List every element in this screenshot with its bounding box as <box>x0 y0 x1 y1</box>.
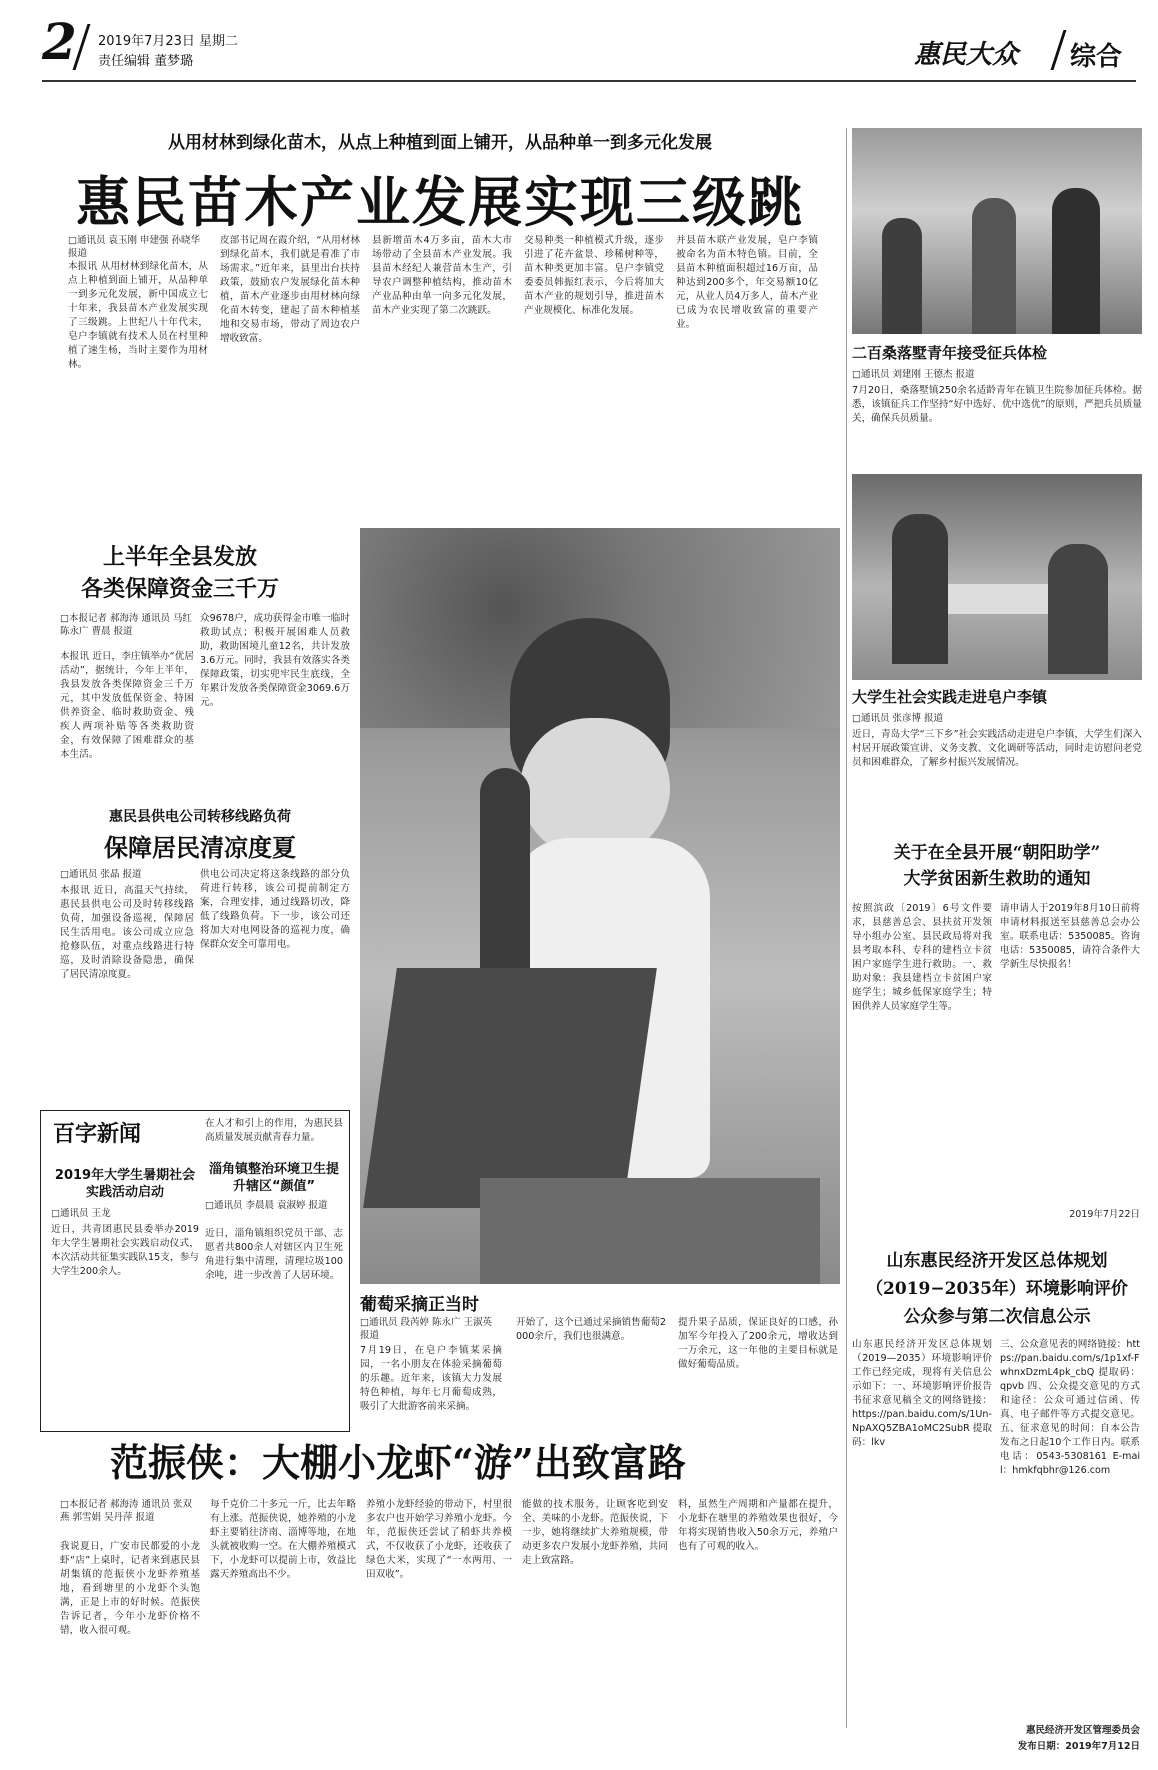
news-item1-title: 2019年大学生暑期社会实践活动启动 <box>54 1168 196 1200</box>
lead-kicker: 从用材林到绿化苗木，从点上种植到面上铺开，从品种单一到多元化发展 <box>168 133 712 153</box>
crayfish-byline: □本报记者 郝海涛 通讯员 张双燕 郭雪娟 吴丹萍 报道 <box>60 1499 193 1523</box>
paper-name: 惠民大众 <box>914 40 1019 70</box>
military-exam-byline: □通讯员 刘建刚 王德杰 报道 <box>852 369 975 380</box>
lead-col1: 本报讯 从用材林到绿化苗木，从点上种植到面上铺开，从品种单一到多元化发展，新中国成立七十年来，我县苗木产业发展实现了三级跳。上世纪八十年代末，皂户李镇就有技术人员在村里种植了速生杨，当时主要作为用材林。 <box>68 261 208 370</box>
issue-date: 2019年7月23日 星期二 <box>98 34 239 49</box>
guarantee-text-2: 众9678户，成功获得金市唯一临时救助试点；积极开展困难人员救助，救助困境儿童12名，共计发放3.6万元。同时，我县有效落实各类保障政策，切实兜牢民生底线，全年累计发放各类保障资金3069.6万元。 <box>200 613 350 708</box>
students-photo <box>852 474 1142 680</box>
news-box-label: 百字新闻 <box>53 1121 142 1147</box>
notice-text-2: 请申请人于2019年8月10日前将申请材料报送至县慈善总会办公室。联系电话：5350085。咨询电话：5350085，请符合条件大学新生尽快报名！ <box>1000 903 1140 970</box>
news-item2-title: 淄角镇整治环境卫生提升辖区“颜值” <box>208 1162 339 1194</box>
crayfish-col1: 我说夏日，广安市民都爱的小龙虾“店”上桌时，记者来到惠民县胡集镇的范振侠小龙虾养殖基地，看到塘里的小龙虾个头饱满，正是上市的好时候。范振侠告诉记者，今年小龙虾价格不错，收入很可观。 <box>60 1541 200 1636</box>
guarantee-text: 本报讯 近日，李庄镇举办“优居活动”，据统计，今年上半年，我县发放各类保障资金三千万元，其中发放低保资金、特困供养资金、临时救助资金、残疾人两项补贴等各类救助资金，有效保障了困难群众的基本生活。 <box>60 651 194 760</box>
grape-byline: □通讯员 段芮婷 陈永广 王淑英 报道 <box>360 1317 493 1341</box>
notice-title-2: 大学贫困新生救助的通知 <box>903 869 1091 889</box>
crayfish-col5: 料，虽然生产周期和产量都在提升，小龙虾在塘里的养殖效果也很好，今年将实现销售收入50余万元，养殖户也有了可观的收入。 <box>678 1499 838 1552</box>
news-item2-text: 近日，淄角镇组织党员干部、志愿者共800余人对辖区内卫生死角进行集中清理，清理垃圾100余吨，进一步改善了人居环境。 <box>205 1228 343 1281</box>
eia-title-2: （2019−2035年）环境影响评价 <box>866 1279 1128 1299</box>
grape-photo <box>360 528 840 1284</box>
lead-col5: 并县苗木联产业发展，皂户李镇被命名为苗木特色镇。目前，全县苗木种植面积超过16万亩，品种达到200多个，年交易额10亿元，从业人员4万多人，苗木产业已成为农民增收致富的重要产业。 <box>676 235 818 330</box>
eia-col1: 山东惠民经济开发区总体规划（2019—2035）环境影响评价工作已经完成，现将有关信息公示如下：一、环境影响评价报告书征求意见稿全文的网络链接：https://pan.baidu.com/s/1Un-NpAXQ5ZBA1oMC2SubR 提取码：lkv <box>852 1339 992 1448</box>
lead-col4: 交易种类一种植模式升级，逐步引进了花卉盆景、珍稀树种等，苗木种类更加丰富。皂户李镇党委委员韩振红表示，今后将加大苗木产业的规划引导，推进苗木产业规模化、标准化发展。 <box>524 235 664 316</box>
news-item1-byline: □通讯员 王龙 <box>51 1208 111 1219</box>
lead-title: 惠民苗木产业发展实现三级跳 <box>76 170 804 234</box>
column-divider-right <box>846 128 847 1728</box>
page-number: 2 <box>42 12 77 71</box>
masthead-rule <box>42 80 1136 82</box>
news-item2-byline: □通讯员 李晨晨 袁淑婷 报道 <box>205 1200 328 1211</box>
guarantee-byline: □本报记者 郝海涛 通讯员 马红 陈永广 曹晨 报道 <box>60 613 193 637</box>
eia-date: 发布日期：2019年7月12日 <box>1017 1741 1140 1752</box>
notice-date: 2019年7月22日 <box>1069 1209 1140 1220</box>
eia-col2: 三、公众意见表的网络链接：https://pan.baidu.com/s/1p1xf-FwhnxDzmL4pk_cbQ 提取码：qpvb 四、公众提交意见的方式和途径：公众可通过信函、传真、电子邮件等方式提交意见。五、征求意见的时间：自本公告发布之日起10个工作日内。联系电话：0543-5308161 E-mail：hmkfqbhr@126.com <box>1000 1339 1140 1476</box>
eia-signature: 惠民经济开发区管理委员会 <box>1025 1725 1140 1736</box>
students-caption: 大学生社会实践走进皂户李镇 <box>852 688 1048 706</box>
crayfish-col4: 能做的技术服务，让顾客吃到安全、美味的小龙虾。范振侠说，下一步，她将继续扩大养殖规模，带动更多农户发展小龙虾养殖，共同走上致富路。 <box>522 1499 668 1566</box>
students-text: 近日，青岛大学“三下乡”社会实践活动走进皂户李镇，大学生们深入村居开展政策宣讲、义务支教、文化调研等活动，同时走访慰问老党员和困难群众，了解乡村振兴发展情况。 <box>852 729 1142 768</box>
guarantee-title-1: 上半年全县发放 <box>102 544 257 570</box>
power-text-2: 供电公司决定将这条线路的部分负荷进行转移，该公司提前制定方案，合理安排，通过线路切改，降低了线路负荷。下一步，该公司还将加大对电网设备的巡视力度，确保群众安全可靠用电。 <box>200 869 350 950</box>
crayfish-col3: 养殖小龙虾经验的带动下，村里很多农户也开始学习养殖小龙虾。今年，范振侠还尝试了稻虾共养模式，不仅收获了小龙虾，还收获了绿色大米，实现了“一水两用、一田双收”。 <box>366 1499 512 1580</box>
power-kicker: 惠民县供电公司转移线路负荷 <box>109 809 291 825</box>
news-item1-text: 近日，共青团惠民县委举办2019年大学生暑期社会实践启动仪式，本次活动共征集实践队15支，参与大学生200余人。 <box>51 1224 199 1277</box>
eia-title-3: 公众参与第二次信息公示 <box>903 1307 1091 1327</box>
military-exam-photo <box>852 128 1142 334</box>
power-text: 本报讯 近日，高温天气持续，惠民县供电公司及时转移线路负荷，加强设备巡视，保障居民生活用电。该公司成立应急抢修队伍，对重点线路进行特巡，及时消除设备隐患，确保了居民清凉度夏。 <box>60 885 194 980</box>
grape-caption: 葡萄采摘正当时 <box>360 1295 479 1315</box>
notice-title-1: 关于在全县开展“朝阳助学” <box>893 843 1101 863</box>
section-name: 综合 <box>1070 42 1123 72</box>
lead-col2: 皮部书记周在霞介绍，“从用材林到绿化苗木，我们就是看准了市场需求。”近年来，县里出台扶持政策，鼓励农户发展绿化苗木种植，苗木产业逐步由用材林向绿化苗木转变，建起了苗木种植基地和交易市场，带动了周边农户增收致富。 <box>220 235 360 344</box>
news-box <box>40 1110 350 1432</box>
guarantee-title-2: 各类保障资金三千万 <box>80 576 279 602</box>
grape-text: 7月19日，在皂户李镇某采摘园，一名小朋友在体验采摘葡萄的乐趣。近年来，该镇大力发展特色种植，每年七月葡萄成熟，吸引了大批游客前来采摘。 <box>360 1345 502 1412</box>
power-title: 保障居民清凉度夏 <box>104 833 296 862</box>
grape-text-3: 提升果子品质，保证良好的口感，孙加军今年投入了200余元，增收达到一万余元，这一年他的主要目标就是做好葡萄品质。 <box>678 1317 838 1370</box>
students-byline: □通讯员 张彦博 报道 <box>852 713 944 724</box>
grape-text-2: 开始了，这个已通过采摘销售葡萄2000余斤，我们也很满意。 <box>516 1317 666 1342</box>
lead-byline: □通讯员 袁玉刚 申建强 孙晓华 报道 <box>68 235 201 259</box>
lead-col3: 县新增苗木4万多亩，苗木大市场带动了全县苗木产业发展。我县苗木经纪人兼营苗木生产，引导农户调整种植结构，推动苗木产业品种由单一向多元化发展，苗木产业实现了第二次跳跃。 <box>372 235 512 316</box>
military-exam-text: 7月20日，桑落墅镇250余名适龄青年在镇卫生院参加征兵体检。据悉，该镇征兵工作坚持“好中选好、优中选优”的原则，严把兵员质量关，确保兵员质量。 <box>852 385 1142 424</box>
military-exam-caption: 二百桑落墅青年接受征兵体检 <box>852 344 1048 362</box>
power-byline: □通讯员 张晶 报道 <box>60 869 142 880</box>
notice-text: 按照滨政〔2019〕6号文件要求，县慈善总会、县扶贫开发领导小组办公室、县民政局将对我县考取本科、专科的建档立卡贫困户家庭学生进行救助。一、救助对象：我县建档立卡贫困户家庭学生；城乡低保家庭学生；特困供养人员家庭学生等。 <box>852 903 992 1012</box>
news-item1-text-2: 在人才和引上的作用，为惠民县高质量发展贡献青春力量。 <box>205 1118 343 1143</box>
eia-title-1: 山东惠民经济开发区总体规划 <box>886 1251 1108 1271</box>
crayfish-col2: 每千克价二十多元一斤，比去年略有上涨。范振侠说，她养殖的小龙虾主要销往济南、淄博等地，在地头就被收购一空。在大棚养殖模式下，小龙虾可以提前上市，效益比露天养殖高出不少。 <box>210 1499 356 1580</box>
crayfish-title: 范振侠：大棚小龙虾“游”出致富路 <box>110 1440 686 1485</box>
masthead <box>34 12 1134 78</box>
masthead-slash <box>1051 30 1067 70</box>
editor-credit: 责任编辑 董梦璐 <box>98 54 194 69</box>
